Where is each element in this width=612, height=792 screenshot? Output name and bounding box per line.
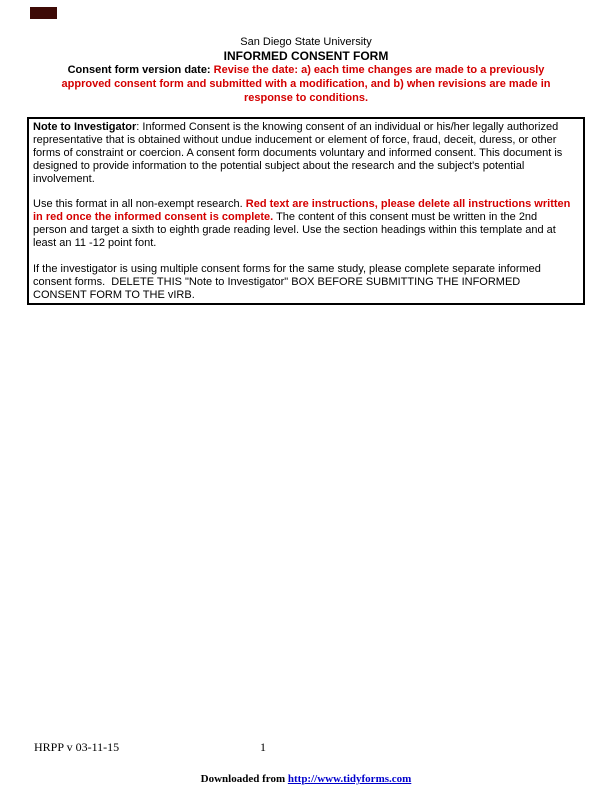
downloaded-from-line: [0, 773, 612, 786]
note-box-line: [33, 276, 579, 289]
text-run: Red text are instructions, please delete all instructions written: [245, 198, 571, 211]
version-date-paragraph: [0, 63, 612, 105]
text-run: least an 11 -12 point font.: [33, 237, 157, 250]
note-box-line: [33, 160, 579, 173]
note-box-line: [33, 263, 579, 276]
version-date-line: [0, 91, 612, 105]
text-run: representative that is obtained without undue inducement or element of force, fraud, deceit, duress, or other: [33, 133, 557, 146]
text-run: CONSENT FORM TO THE vIRB.: [33, 288, 195, 301]
page-header: [0, 36, 612, 105]
footer-page-number: 1: [260, 740, 266, 754]
form-title: INFORMED CONSENT FORM: [223, 49, 389, 63]
text-run: response to conditions.: [243, 92, 369, 104]
note-box-line: [33, 198, 579, 211]
note-box-line: [33, 211, 579, 224]
footer-version-label: HRPP v 03-11-15: [34, 740, 120, 754]
note-box-line: [33, 134, 579, 147]
text-run: designed to provide information to the potential subject about the research and the subject's potential: [33, 159, 525, 172]
text-line: [0, 773, 612, 786]
note-box-line: [33, 147, 579, 160]
text-run: Note to Investigator: [33, 121, 137, 133]
downloaded-from-text: Downloaded from: [200, 773, 288, 785]
note-to-investigator-box: [27, 117, 585, 305]
version-date-line: [0, 63, 612, 77]
note-box-line: [33, 121, 579, 134]
note-box-line: [33, 173, 579, 186]
version-date-line: [0, 77, 612, 91]
text-run: Use this format in all non-exempt research.: [33, 198, 246, 211]
text-run: Revise the date: a) each time changes are made to a previously: [213, 64, 545, 76]
text-run: person and target a sixth to eighth grade reading level. Use the section headings within this template and at: [33, 224, 556, 237]
tidyforms-link[interactable]: http://www.tidyforms.com: [287, 773, 412, 785]
text-run: If the investigator is using multiple consent forms for the same study, please complete separate informed: [33, 262, 541, 275]
text-run: Consent form version date:: [67, 64, 214, 76]
note-box-line: [33, 289, 579, 302]
text-run: forms of constraint or coercion. A consent form documents voluntary and informed consent. This document is: [33, 146, 563, 159]
university-name: San Diego State University: [240, 36, 372, 48]
text-run: involvement.: [33, 172, 95, 185]
note-box-line: [33, 237, 579, 250]
text-run: in red once the informed consent is complete.: [33, 211, 274, 224]
note-box-line: [33, 186, 579, 199]
text-run: consent forms. DELETE THIS "Note to Investigator" BOX BEFORE SUBMITTING THE INFORMED: [33, 275, 521, 288]
page-corner-mark: [30, 7, 57, 19]
note-box-line: [33, 250, 579, 263]
text-run: approved consent form and submitted with a modification, and b) when revisions are made in: [61, 78, 551, 90]
note-box-line: [33, 224, 579, 237]
text-run: The content of this consent must be written in the 2nd: [273, 211, 538, 224]
text-run: : Informed Consent is the knowing consent of an individual or his/her legally authorized: [136, 121, 559, 133]
